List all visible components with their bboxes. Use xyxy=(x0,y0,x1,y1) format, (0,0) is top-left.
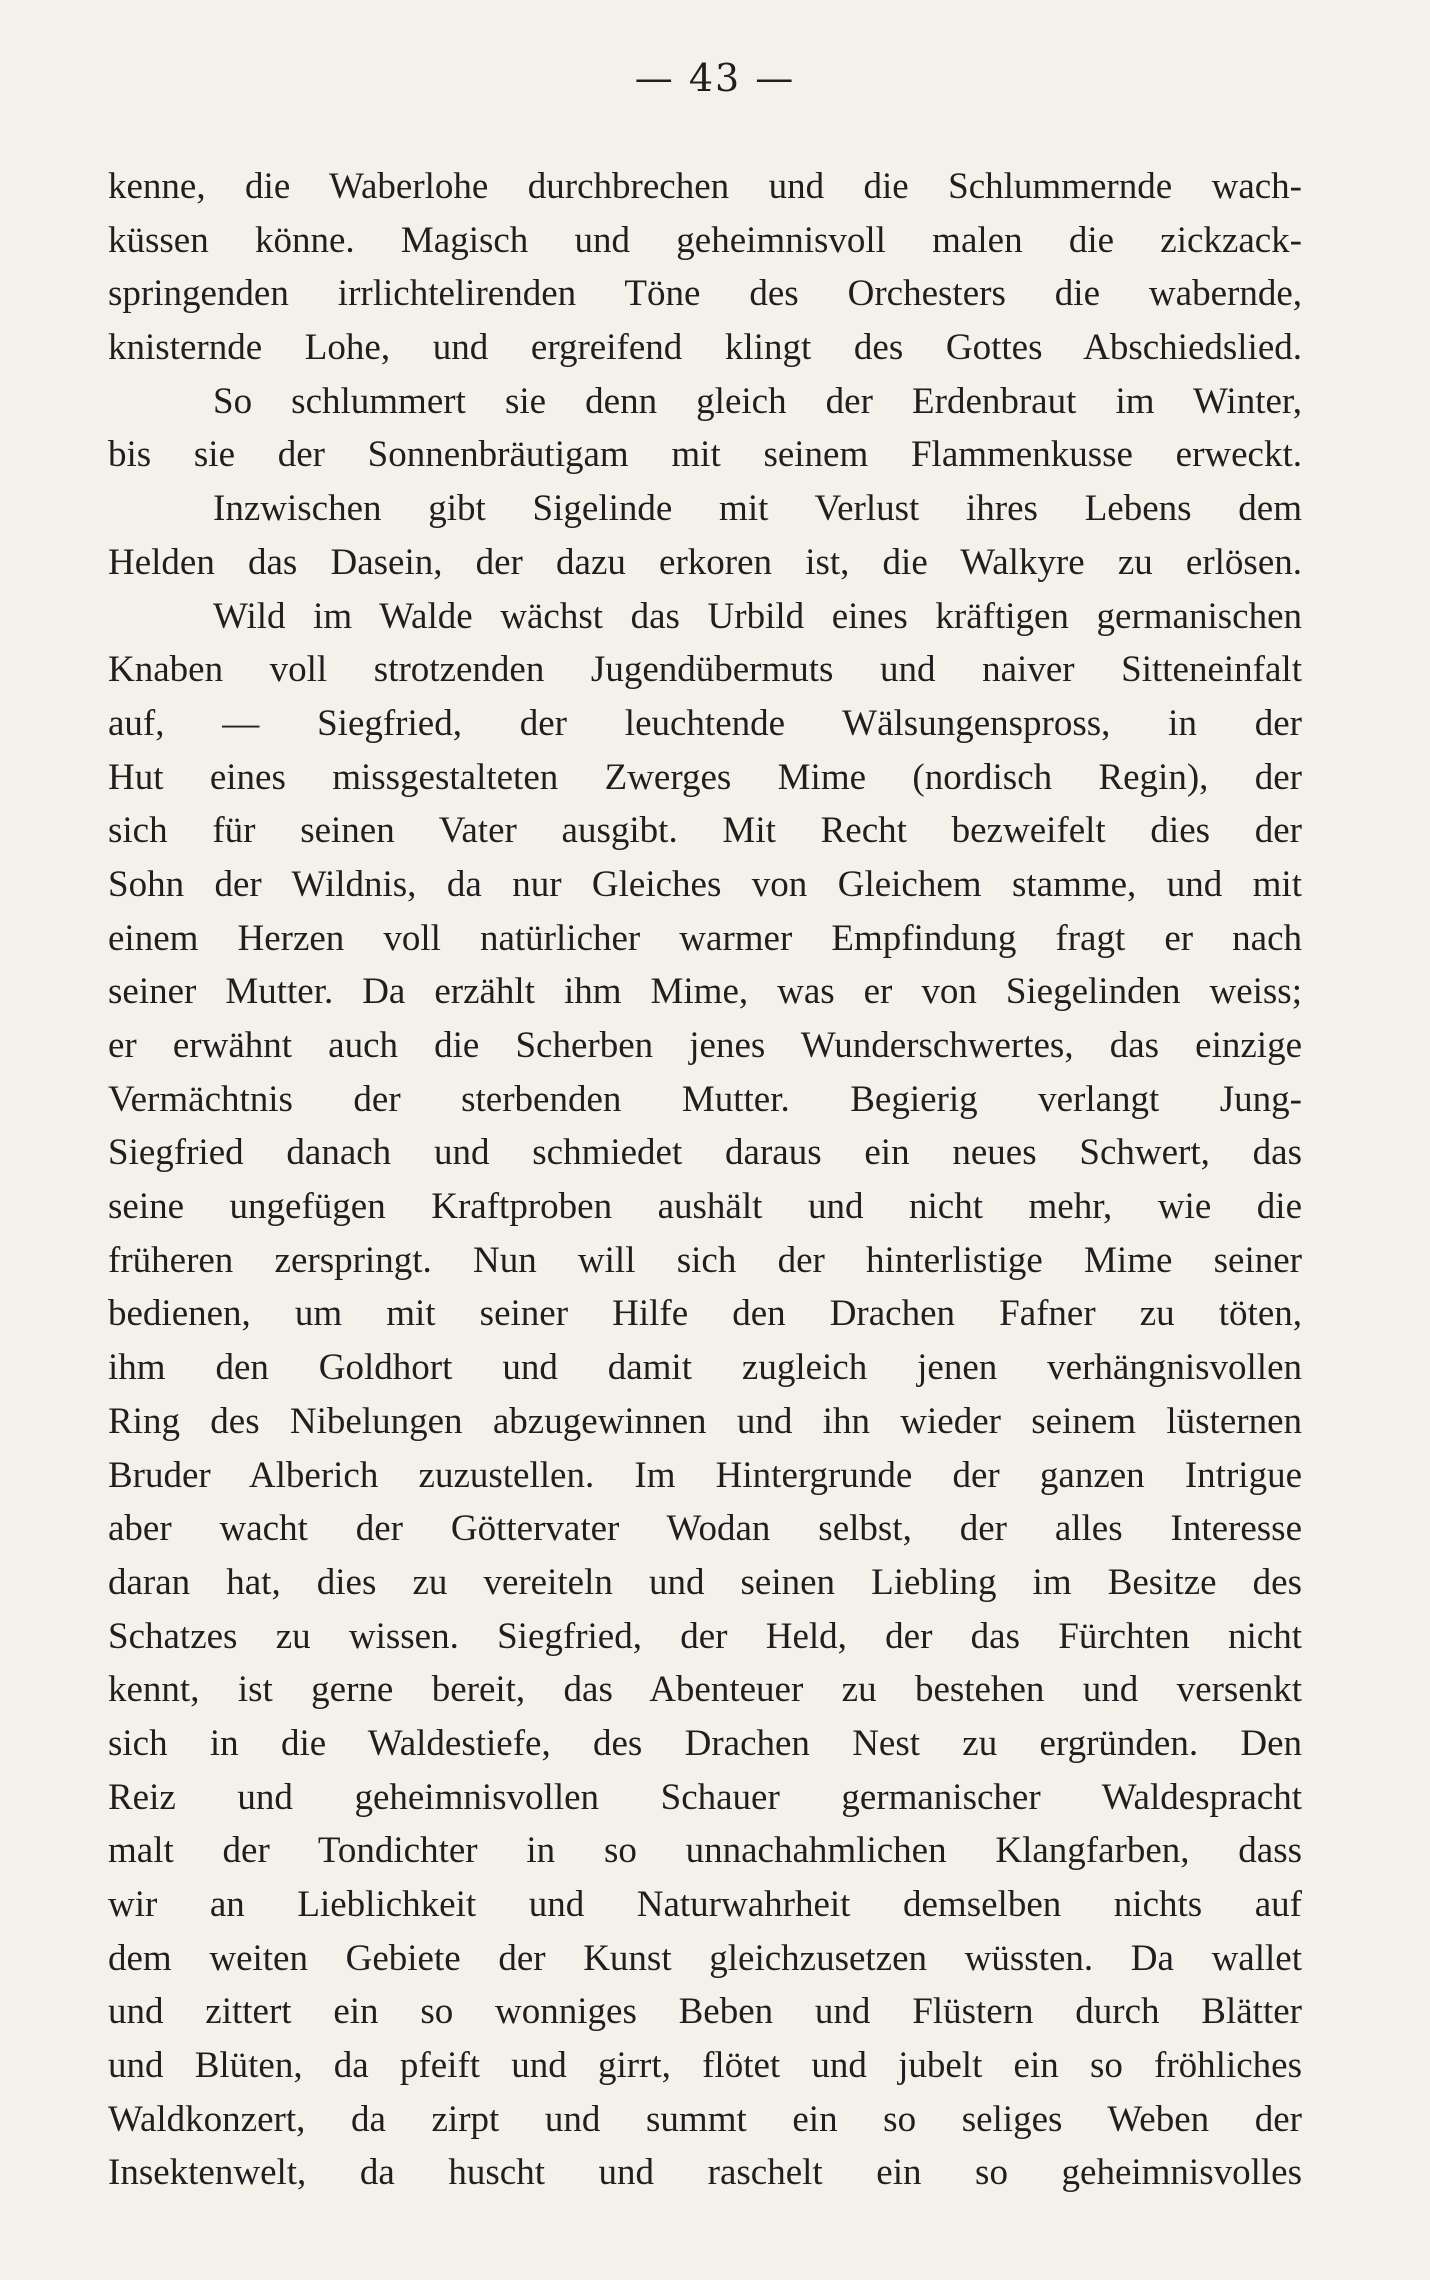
text-line: Waldkonzert, da zirpt und summt ein so seliges Weben der xyxy=(108,2098,1302,2140)
text-line: wir an Lieblichkeit und Naturwahrheit demselben nichts auf xyxy=(108,1884,1302,1925)
text-line: dem weiten Gebiete der Kunst gleichzusetzen wüssten. Da wallet xyxy=(108,1937,1302,1979)
text-line: auf, — Siegfried, der leuchtende Wälsungenspross, in der xyxy=(108,702,1302,744)
text-line: Ring des Nibelungen abzugewinnen und ihn wieder seinem lüsternen xyxy=(108,1400,1302,1442)
text-line: sich für seinen Vater ausgibt. Mit Recht bezweifelt dies der xyxy=(108,810,1302,852)
text-line: Siegfried danach und schmiedet daraus ein neues Schwert, das xyxy=(108,1132,1302,1174)
text-line: aber wacht der Göttervater Wodan selbst, der alles Interesse xyxy=(108,1508,1302,1550)
text-line: Knaben voll strotzenden Jugendübermuts und naiver Sitteneinfalt xyxy=(108,649,1302,691)
text-line: So schlummert sie denn gleich der Erdenbraut im Winter, xyxy=(213,380,1302,422)
text-line: springenden irrlichtelirenden Töne des Orchesters die wabernde, xyxy=(108,273,1302,315)
text-line: und Blüten, da pfeift und girrt, flötet und jubelt ein so fröhliches xyxy=(108,2045,1302,2087)
text-line: Reiz und geheimnisvollen Schauer germanischer Waldespracht xyxy=(108,1776,1302,1818)
text-line: Sohn der Wildnis, da nur Gleiches von Gleichem stamme, und mit xyxy=(108,863,1302,905)
text-line: kenne, die Waberlohe durchbrechen und die Schlummernde wach- xyxy=(108,166,1302,207)
text-line: malt der Tondichter in so unnachahmlichen Klangfarben, dass xyxy=(108,1830,1302,1872)
text-line: küssen könne. Magisch und geheimnisvoll malen die zickzack- xyxy=(108,219,1302,261)
body-text xyxy=(108,160,1302,2200)
text-line: Bruder Alberich zuzustellen. Im Hintergrunde der ganzen Intrigue xyxy=(108,1454,1302,1496)
text-line: ihm den Goldhort und damit zugleich jenen verhängnisvollen xyxy=(108,1347,1302,1389)
text-line: sich in die Waldestiefe, des Drachen Nest zu ergründen. Den xyxy=(108,1722,1302,1764)
text-line: einem Herzen voll natürlicher warmer Empfindung fragt er nach xyxy=(108,917,1302,959)
text-line: knisternde Lohe, und ergreifend klingt des Gottes Abschiedslied. xyxy=(108,327,1302,369)
text-line: bis sie der Sonnenbräutigam mit seinem Flammenkusse erweckt. xyxy=(108,434,1302,476)
text-line: Hut eines missgestalteten Zwerges Mime (nordisch Regin), der xyxy=(108,756,1302,798)
text-line: er erwähnt auch die Scherben jenes Wunderschwertes, das einzige xyxy=(108,1025,1302,1066)
text-line: seine ungefügen Kraftproben aushält und nicht mehr, wie die xyxy=(108,1186,1302,1228)
text-line: Wild im Walde wächst das Urbild eines kräftigen germanischen xyxy=(213,595,1302,637)
text-line: seiner Mutter. Da erzählt ihm Mime, was er von Siegelinden weiss; xyxy=(108,971,1302,1013)
text-line: Insektenwelt, da huscht und raschelt ein so geheimnisvolles xyxy=(108,2152,1302,2194)
text-line: und zittert ein so wonniges Beben und Flüstern durch Blätter xyxy=(108,1991,1302,2033)
text-line: früheren zerspringt. Nun will sich der hinterlistige Mime seiner xyxy=(108,1239,1302,1281)
text-line: Schatzes zu wissen. Siegfried, der Held, der das Fürchten nicht xyxy=(108,1615,1302,1657)
text-line: kennt, ist gerne bereit, das Abenteuer zu bestehen und versenkt xyxy=(108,1669,1302,1711)
text-line: Vermächtnis der sterbenden Mutter. Begierig verlangt Jung- xyxy=(108,1078,1302,1120)
text-line: Inzwischen gibt Sigelinde mit Verlust ihres Lebens dem xyxy=(213,488,1302,530)
page-number: — 43 — xyxy=(634,56,796,100)
text-line: bedienen, um mit seiner Hilfe den Drachen Fafner zu töten, xyxy=(108,1293,1302,1335)
text-line: daran hat, dies zu vereiteln und seinen Liebling im Besitze des xyxy=(108,1561,1302,1603)
text-line: Helden das Dasein, der dazu erkoren ist, die Walkyre zu erlösen. xyxy=(108,541,1302,583)
